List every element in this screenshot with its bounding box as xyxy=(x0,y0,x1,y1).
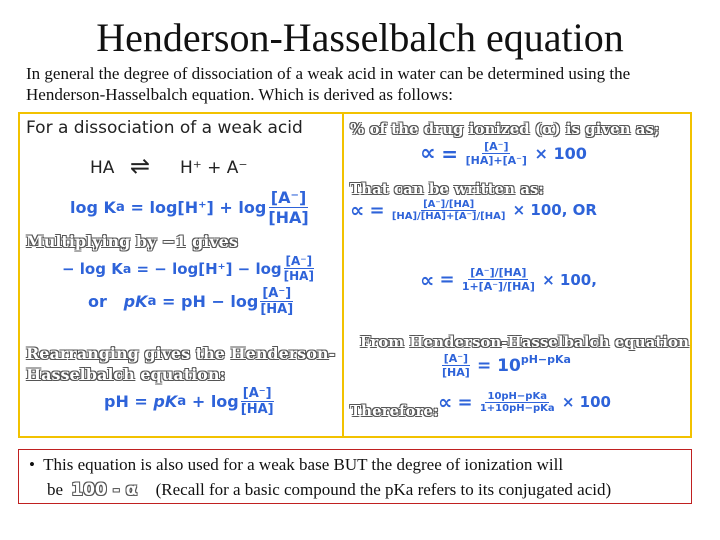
eq-sign-2: = xyxy=(369,199,385,221)
eq4-frac-den: [HA] xyxy=(240,402,274,417)
f3-num: [A⁻]/[HA] xyxy=(470,266,527,279)
eq2-lhs: − log K xyxy=(62,259,123,278)
eq2-mid: = − log[H⁺] − log xyxy=(136,259,282,278)
note-text-1: This equation is also used for a weak base BUT the degree of ionization will xyxy=(43,455,564,474)
rearrange-text-2: Hasselbalch equation: xyxy=(26,365,226,384)
bullet-icon: • xyxy=(29,455,35,474)
f4-den: [HA] xyxy=(442,366,470,379)
f2-fraction xyxy=(390,199,508,222)
eq-sign-3: = xyxy=(439,269,455,290)
eq4-pk: pK xyxy=(153,392,178,411)
f5-num: 10pH−pKa xyxy=(487,390,547,402)
written-as-text: That can be written as: xyxy=(350,180,544,198)
note-line-1 xyxy=(29,455,563,475)
alpha-eq-3 xyxy=(420,266,597,293)
eq-ten: = 10 xyxy=(477,355,521,376)
equation-hh xyxy=(104,386,276,417)
f3-den: 1+[A⁻]/[HA] xyxy=(461,280,535,293)
f2-num: [A⁻]/[HA] xyxy=(423,198,475,210)
eq1-fraction xyxy=(266,188,310,227)
eq-ten-exp: pH−pKa xyxy=(520,353,571,366)
times-100-end: × 100 xyxy=(561,393,611,411)
eq3-frac-den: [HA] xyxy=(260,302,294,317)
eq2-sub: a xyxy=(122,261,132,276)
note-100-alpha: 100 - α xyxy=(71,480,138,500)
eq3-mid: = pH − log xyxy=(162,292,259,311)
eq3-fraction xyxy=(258,286,295,317)
f4-num: [A⁻] xyxy=(443,352,469,365)
eq4-plus: + log xyxy=(191,392,239,411)
eq1-mid: = log[H⁺] + log xyxy=(130,198,267,217)
alpha-symbol-3: ∝ xyxy=(420,267,435,292)
therefore-text: Therefore: xyxy=(350,402,439,420)
eq-sign-4: = xyxy=(457,391,473,413)
f1-num: [A⁻] xyxy=(484,140,509,153)
f2-den: [HA]/[HA]+[A⁻]/[HA] xyxy=(391,210,506,222)
eq4-frac-num: [A⁻] xyxy=(242,386,272,401)
times-100-comma: × 100, xyxy=(542,270,597,289)
eq1-lhs: log K xyxy=(70,198,116,217)
f3-fraction xyxy=(460,266,537,293)
equation-neg-log-ka xyxy=(62,254,316,283)
eq4-lhs: pH = xyxy=(104,392,148,411)
alpha-eq-final xyxy=(438,390,611,414)
eq1-frac-num: [A⁻] xyxy=(270,188,307,207)
eq4-sub: a xyxy=(177,394,187,409)
note-be: be xyxy=(47,480,64,499)
left-heading: For a dissociation of a weak acid xyxy=(26,118,303,138)
f4-fraction xyxy=(440,352,472,379)
rearrange-text-1: Rearranging gives the Henderson- xyxy=(26,344,336,363)
eq1-sub: a xyxy=(115,200,125,215)
alpha-eq-1 xyxy=(420,140,587,167)
eq3-sub: a xyxy=(147,294,157,309)
note-box xyxy=(18,449,692,504)
eq2-frac-den: [HA] xyxy=(283,269,314,283)
alpha-symbol-1: ∝ xyxy=(420,141,436,166)
alpha-symbol-2: ∝ xyxy=(350,198,365,222)
f1-fraction xyxy=(464,140,529,167)
eq3-frac-num: [A⁻] xyxy=(262,286,292,301)
times-100-or: × 100, OR xyxy=(512,201,597,219)
reaction-lhs: HA xyxy=(90,158,115,178)
equation-pka xyxy=(88,286,295,317)
note-line-2 xyxy=(47,480,611,500)
reaction-arrow-icon: ⇌ xyxy=(130,152,151,180)
eq3-lhs: pK xyxy=(123,292,148,311)
note-text-2: (Recall for a basic compound the pKa refers to its conjugated acid) xyxy=(155,480,612,499)
f5-den: 1+10pH−pKa xyxy=(479,402,555,414)
eq4-fraction xyxy=(239,386,276,417)
intro-paragraph: In general the degree of dissociation of a weak acid in water can be determined using the Henderson-Hasselbalch equation. Which is derived as follows: xyxy=(26,64,631,104)
right-heading: % of the drug ionized (α) is given as; xyxy=(350,120,660,138)
eq-sign-1: = xyxy=(441,141,459,166)
eq1-frac-den: [HA] xyxy=(268,208,309,227)
equation-log-ka xyxy=(70,188,311,227)
slide-title: Henderson-Hasselbalch equation xyxy=(96,15,624,60)
or-label: or xyxy=(88,292,107,311)
eq2-frac-num: [A⁻] xyxy=(285,254,313,268)
times-100-1: × 100 xyxy=(534,144,587,163)
reaction-rhs: H⁺ + A⁻ xyxy=(180,158,248,178)
eq2-fraction xyxy=(282,254,316,283)
multiply-text: Multiplying by −1 gives xyxy=(26,232,238,251)
from-hh-text: From Henderson-Hasselbalch equation xyxy=(360,333,689,351)
f1-den: [HA]+[A⁻] xyxy=(465,154,527,167)
f5-fraction xyxy=(478,391,557,414)
ratio-eq xyxy=(440,352,571,379)
alpha-eq-2 xyxy=(350,198,597,222)
alpha-symbol-4: ∝ xyxy=(438,390,453,414)
